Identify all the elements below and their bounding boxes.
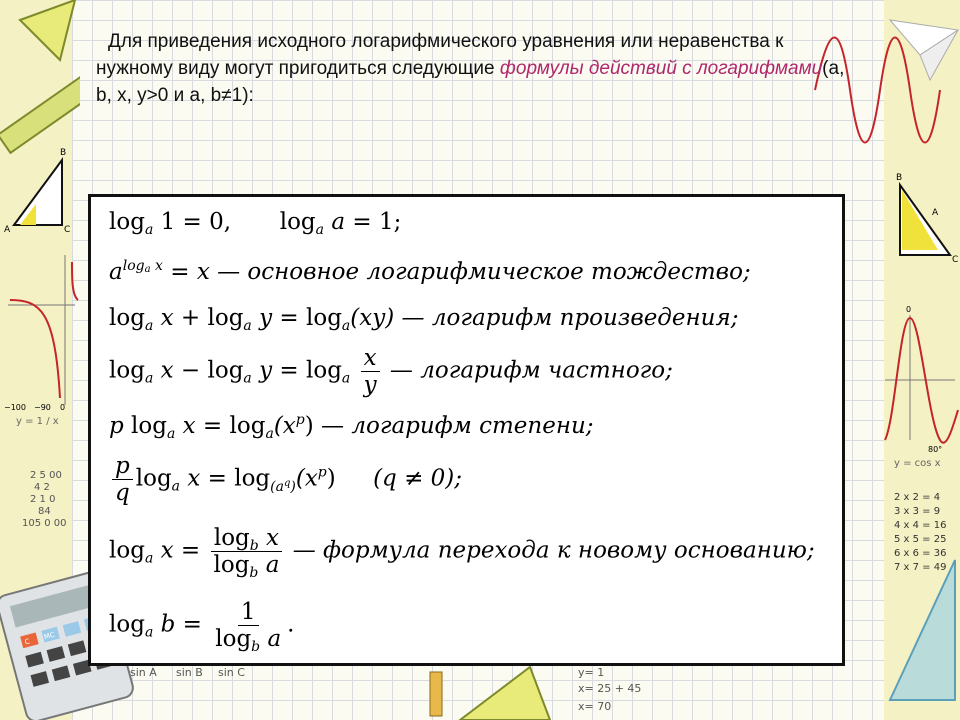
svg-text:B: B [60,148,67,158]
svg-text:A: A [932,208,939,218]
multiplication-table-icon [894,492,946,573]
svg-text:84: 84 [38,506,51,517]
svg-text:2 x 2 = 4: 2 x 2 = 4 [894,492,941,503]
formula-log-quotient: $\log_a x - \log_a y = \log_a$ $\frac{x}{y}$ — логарифм частного; [109,345,673,398]
formula-log-of-one: $\log_a 1 = 0$, $\log_a a = 1$; [109,209,402,238]
svg-text:5 x 5 = 25: 5 x 5 = 25 [894,534,947,545]
svg-text:4 x 4 = 16: 4 x 4 = 16 [894,520,947,531]
set-square-icon [890,560,955,700]
svg-text:MC: MC [43,630,56,642]
svg-text:0: 0 [60,403,66,412]
decor-bottom-strip [130,662,830,720]
svg-text:B: B [896,173,903,183]
svg-text:x= 70: x= 70 [578,700,612,713]
svg-text:A: A [4,225,11,235]
hyperbola-graph-icon [4,255,78,427]
formula-log-product: $\log_a x + \log_a y = \log_a(xy)$ — логарифм произведения; [109,305,739,334]
svg-text:2 1 0: 2 1 0 [30,494,56,505]
formula-log-base-power: $\frac{p}{q}$ $\log_a x = \log_{(a^q)}(x^p) (q \ne 0)$; [109,453,462,506]
intro-paragraph [96,28,856,109]
svg-text:y = 1 / x: y = 1 / x [16,416,59,427]
protractor-icon [20,0,75,60]
column-arithmetic-icon [22,470,67,529]
svg-text:105 0 00: 105 0 00 [22,518,67,529]
pencil-icon [430,672,442,716]
formula-log-reciprocal: $\log_a b$ = $\frac{1}{\log_b a}$ . [109,599,295,655]
intro-text: Для приведения исходного логарифмического уравнения или неравенства к нужному виду могут пригодиться следующие [96,31,784,79]
protractor-bottom-icon [460,667,550,720]
svg-text:7 x 7 = 49: 7 x 7 = 49 [894,562,947,573]
ruler-icon [0,49,80,153]
svg-text:2 5 00: 2 5 00 [30,470,62,481]
intro-highlight: формулы действий с логарифмами [499,58,823,79]
svg-text:x= 25 + 45: x= 25 + 45 [578,682,642,695]
svg-text:0: 0 [906,305,912,314]
svg-text:y= 1: y= 1 [578,666,605,679]
svg-text:80°: 80° [928,445,943,454]
svg-text:4 2: 4 2 [34,482,50,493]
svg-text:C: C [23,637,31,647]
svg-text:sin C: sin C [218,666,245,679]
svg-text:C: C [952,255,959,265]
svg-text:sin B: sin B [176,666,203,679]
formula-change-of-base: $\log_a x$ = $\frac{\log_b x}{\log_b a}$ — формула перехода к новому основанию; [109,525,815,581]
svg-text:sin A: sin A [130,666,157,679]
formula-log-power: p $\log_a x = \log_a(x^p)$ — логарифм степени; [109,412,594,442]
svg-text:3 x 3 = 9: 3 x 3 = 9 [894,506,941,517]
svg-text:6 x 6 = 36: 6 x 6 = 36 [894,548,947,559]
svg-text:−100: −100 [4,403,26,412]
formula-board [88,194,845,666]
intro-conditions: (a, b, x, y>0 и a, b≠1): [96,58,845,106]
svg-text:y = cos x: y = cos x [894,458,941,469]
formula-log-identity: $a^{log_a x} = x$ — основное логарифмическое тождество; [109,258,751,285]
right-triangle-right-icon [896,173,958,265]
svg-text:−90: −90 [34,403,51,412]
right-triangle-left-icon [4,148,70,235]
svg-text:C: C [64,225,71,235]
cosine-graph-icon [885,305,958,469]
